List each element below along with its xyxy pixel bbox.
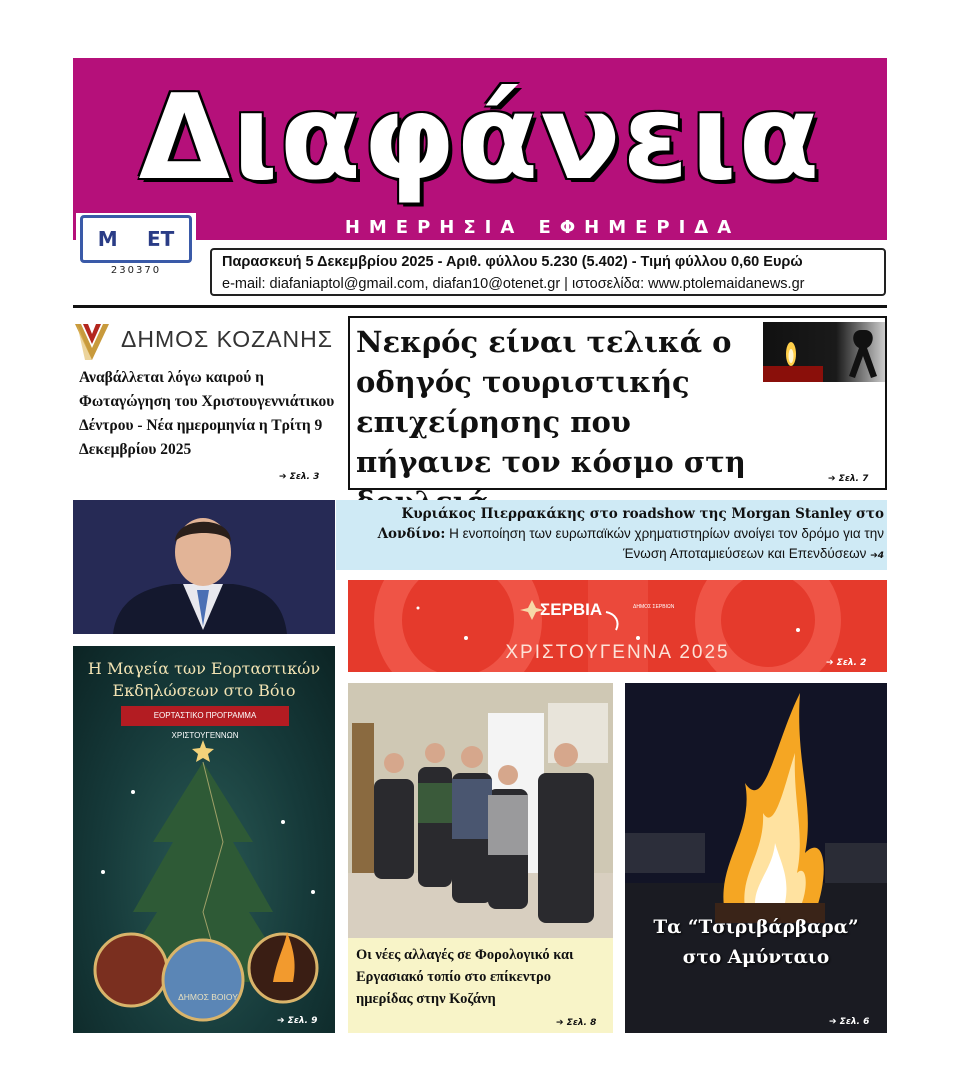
met-logo xyxy=(76,213,196,281)
issue-info-box xyxy=(210,248,886,296)
voio-page-ref: ➔ Σελ. 9 xyxy=(277,1016,318,1026)
masthead-rule xyxy=(73,305,887,308)
newspaper-subtitle: ΗΜΕΡΗΣΙΑ ΕΦΗΜΕΡΙΔΑ xyxy=(344,217,741,238)
met-logo-left: Μ xyxy=(97,227,118,251)
servia-dimos: ΔΗΜΟΣ ΣΕΡΒΙΩΝ xyxy=(633,604,675,610)
amyntaio-story[interactable] xyxy=(625,683,887,1033)
servia-name: ΣΕΡΒΙΑ xyxy=(540,600,603,619)
kozani-page-ref: ➔ Σελ. 3 xyxy=(279,472,320,482)
voio-ribbon: ΕΟΡΤΑΣΤΙΚΟ ΠΡΟΓΡΑΜΜΑ ΧΡΙΣΤΟΥΓΕΝΝΩΝ xyxy=(121,706,289,726)
main-page-ref: ➔ Σελ. 7 xyxy=(828,474,869,484)
met-book-icon xyxy=(80,215,192,263)
amyntaio-caption xyxy=(625,913,887,973)
christmas-tree-illustration xyxy=(73,732,335,1032)
servia-event: ΧΡΙΣΤΟΥΓΕΝΝΑ 2025 xyxy=(505,642,730,663)
bonfire-image xyxy=(625,683,887,1033)
amyntaio-caption-line2: στο Αμύνταιο xyxy=(682,947,830,968)
main-headline: Νεκρός είναι τελικά ο οδηγός τουριστικής επιχείρησης που πήγαινε τον κόσμο στη xyxy=(356,325,746,479)
voio-dimos: ΔΗΜΟΣ ΒΟΙΟΥ xyxy=(178,992,238,1002)
portrait-image xyxy=(73,500,335,634)
servia-page-ref: ➔ Σελ. 2 xyxy=(826,658,867,668)
kozani-headline: Αναβάλλεται λόγω καιρού η Φωταγώγηση του Χριστουγεννιάτικου Δέντρου - Νέα ημερομηνία η Τρίτη 9 Δεκεμβρίου 2025 xyxy=(79,369,335,458)
group-photo-image xyxy=(348,683,613,938)
candle-ribbon-icon xyxy=(763,322,885,382)
contact-line: e-mail: diafaniaptol@gmail.com, diafan10@otenet.gr | ιστοσελίδα: www.ptolemaidanews.gr xyxy=(222,276,805,292)
pierrakakis-page-ref: ➔4 xyxy=(870,551,884,561)
kozani-story[interactable] xyxy=(73,316,341,492)
met-logo-code: 230370 xyxy=(110,265,162,276)
servia-banner[interactable] xyxy=(348,580,887,672)
tax-event-page-ref: ➔ Σελ. 8 xyxy=(556,1018,597,1028)
tax-event-photo xyxy=(348,683,613,938)
pierrakakis-photo xyxy=(73,500,335,634)
kozani-emblem-icon xyxy=(73,320,111,364)
pierrakakis-lead: Κυριάκος Πιερρακάκης στο roadshow της Morgan Stanley στο Λονδίνο: xyxy=(377,506,884,542)
tax-event-headline: Οι νέες αλλαγές σε Φορολογικό και Εργασιακό τοπίο στο επίκεντρο ημερίδας στην Κοζάνη xyxy=(356,947,574,1007)
amyntaio-caption-line1: Τα “Τσιριβάρβαρα” xyxy=(653,917,859,938)
pierrakakis-story[interactable] xyxy=(336,500,887,570)
pierrakakis-text xyxy=(342,504,884,566)
met-logo-right: ΕΤ xyxy=(146,227,175,251)
issue-line: Παρασκευή 5 Δεκεμβρίου 2025 - Αριθ. φύλλου 5.230 (5.402) - Τιμή φύλλου 0,60 Ευρώ xyxy=(222,254,803,270)
voio-title: Η Μαγεία των Εορταστικών Εκδηλώσεων στο Βόιο xyxy=(87,659,321,700)
main-story[interactable] xyxy=(348,316,887,490)
newspaper-title: Διαφάνεια xyxy=(138,68,822,206)
pierrakakis-body: Η ενοποίηση των ευρωπαϊκών χρηματιστηρίων ανοίγει τον δρόμο για την Ένωση Αποταμιεύσεων και Επενδύσεων xyxy=(445,526,884,561)
tax-event-story[interactable] xyxy=(348,938,613,1033)
voio-story[interactable] xyxy=(73,646,335,1033)
kozani-municipality-name: ΔΗΜΟΣ ΚΟΖΑΝΗΣ xyxy=(121,326,333,352)
amyntaio-page-ref: ➔ Σελ. 6 xyxy=(829,1017,870,1027)
subtitle-bar xyxy=(198,216,887,240)
mourning-image xyxy=(763,322,885,382)
